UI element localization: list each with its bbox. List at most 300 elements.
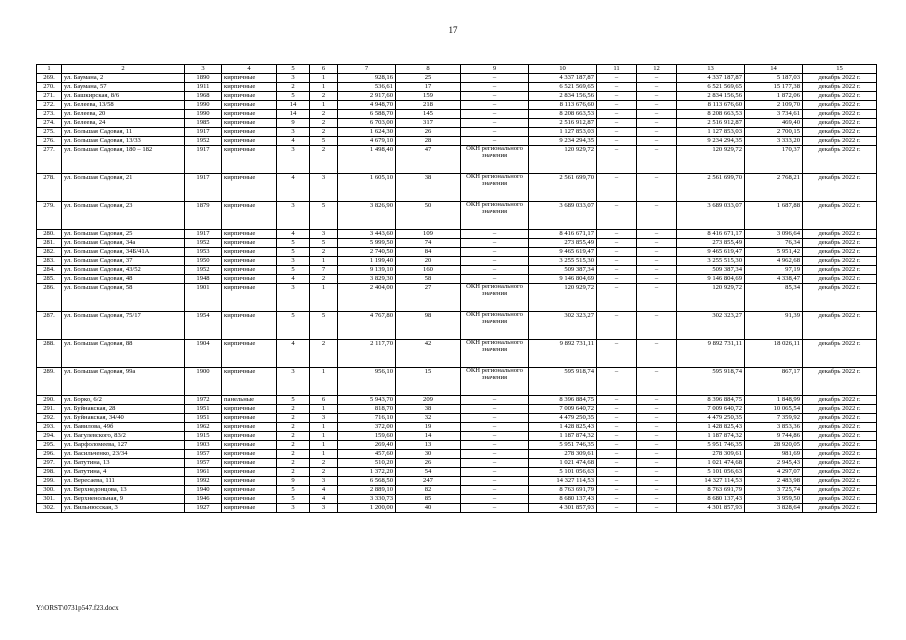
table-cell: 5: [277, 396, 310, 405]
table-cell: –: [637, 101, 677, 110]
table-cell: 4 338,47: [745, 275, 803, 284]
table-cell: 2 740,50: [338, 248, 396, 257]
table-cell: декабрь 2022 г.: [803, 405, 877, 414]
table-cell: 9 465 619,47: [529, 248, 597, 257]
table-cell: 1948: [185, 275, 222, 284]
table-cell: ул. Большая Садовая, 21: [62, 174, 185, 202]
table-cell: декабрь 2022 г.: [803, 174, 877, 202]
table-cell: 5 951,42: [745, 248, 803, 257]
table-cell: –: [637, 477, 677, 486]
table-cell: 4: [277, 137, 310, 146]
table-cell: –: [461, 459, 529, 468]
table-cell: 510,20: [338, 459, 396, 468]
table-cell: 285.: [37, 275, 62, 284]
table-cell: 5: [277, 248, 310, 257]
table-cell: ОКН регионального значения: [461, 340, 529, 368]
table-cell: кирпичные: [222, 486, 277, 495]
table-row: [37, 202, 877, 230]
table-cell: 509 387,34: [677, 266, 745, 275]
table-cell: 275.: [37, 128, 62, 137]
table-cell: 26: [396, 459, 461, 468]
page-number: 17: [448, 25, 458, 35]
table-row: [37, 396, 877, 405]
table-cell: декабрь 2022 г.: [803, 119, 877, 128]
table-cell: –: [637, 174, 677, 202]
table-cell: 1952: [185, 266, 222, 275]
table-cell: 76,34: [745, 239, 803, 248]
table-cell: 42: [396, 340, 461, 368]
table-cell: 297.: [37, 459, 62, 468]
table-cell: 5 101 056,63: [677, 468, 745, 477]
table-cell: 5 951 746,35: [677, 441, 745, 450]
table-cell: ул. Большая Садовая, 34а: [62, 239, 185, 248]
table-row: [37, 432, 877, 441]
table-cell: –: [637, 486, 677, 495]
table-cell: –: [597, 368, 637, 396]
column-header: 10: [529, 65, 597, 74]
table-cell: 278 309,61: [529, 450, 597, 459]
table-cell: 716,10: [338, 414, 396, 423]
column-header: 14: [745, 65, 803, 74]
table-cell: ул. Верхненольная, 9: [62, 495, 185, 504]
table-cell: ул. Большая Садовая, 43/52: [62, 266, 185, 275]
table-cell: –: [597, 239, 637, 248]
table-cell: 9 146 804,69: [529, 275, 597, 284]
table-cell: 2: [277, 468, 310, 477]
table-cell: 160: [396, 266, 461, 275]
table-cell: 2 109,70: [745, 101, 803, 110]
table-cell: –: [461, 119, 529, 128]
table-cell: кирпичные: [222, 477, 277, 486]
table-cell: кирпичные: [222, 423, 277, 432]
table-cell: ул. Баумана, 2: [62, 74, 185, 83]
table-cell: 1 021 474,68: [677, 459, 745, 468]
table-cell: кирпичные: [222, 239, 277, 248]
table-cell: –: [637, 423, 677, 432]
table-cell: 2: [310, 275, 338, 284]
table-cell: ул. Буйнакская, 34/40: [62, 414, 185, 423]
table-cell: –: [597, 110, 637, 119]
table-cell: 2: [310, 248, 338, 257]
table-row: [37, 486, 877, 495]
column-header: 1: [37, 65, 62, 74]
table-cell: –: [461, 423, 529, 432]
table-cell: 4: [310, 486, 338, 495]
table-cell: 272.: [37, 101, 62, 110]
table-cell: 9 744,86: [745, 432, 803, 441]
table-cell: –: [461, 83, 529, 92]
table-cell: –: [637, 257, 677, 266]
table-cell: 1992: [185, 477, 222, 486]
table-cell: 284.: [37, 266, 62, 275]
table-cell: 2: [310, 119, 338, 128]
table-cell: –: [637, 83, 677, 92]
table-row: [37, 275, 877, 284]
table-cell: –: [597, 495, 637, 504]
table-cell: 6: [310, 396, 338, 405]
table-cell: 292.: [37, 414, 62, 423]
table-cell: 1927: [185, 504, 222, 513]
table-cell: 97,19: [745, 266, 803, 275]
table-cell: 3 330,73: [338, 495, 396, 504]
table-cell: ул. Большая Садовая, 88: [62, 340, 185, 368]
table-cell: –: [637, 284, 677, 312]
table-cell: 38: [396, 405, 461, 414]
table-cell: –: [461, 248, 529, 257]
table-cell: –: [597, 340, 637, 368]
table-cell: 74: [396, 239, 461, 248]
table-cell: 8 680 137,43: [677, 495, 745, 504]
table-cell: 170,37: [745, 146, 803, 174]
table-cell: 25: [396, 74, 461, 83]
table-cell: 278 309,61: [677, 450, 745, 459]
table-cell: 4 679,10: [338, 137, 396, 146]
table-cell: кирпичные: [222, 110, 277, 119]
table-cell: декабрь 2022 г.: [803, 441, 877, 450]
table-cell: 50: [396, 202, 461, 230]
table-row: [37, 119, 877, 128]
table-cell: кирпичные: [222, 432, 277, 441]
table-cell: 1917: [185, 128, 222, 137]
table-cell: 1: [310, 405, 338, 414]
table-cell: кирпичные: [222, 266, 277, 275]
table-cell: 2 483,98: [745, 477, 803, 486]
table-cell: 273.: [37, 110, 62, 119]
table-cell: 2 561 699,70: [529, 174, 597, 202]
table-cell: 8 396 884,75: [529, 396, 597, 405]
table-cell: 1: [310, 432, 338, 441]
table-cell: 4 337 187,87: [529, 74, 597, 83]
table-cell: 3 255 515,30: [529, 257, 597, 266]
table-cell: 1990: [185, 110, 222, 119]
table-row: [37, 441, 877, 450]
table-cell: ул. Большая Садовая, 99а: [62, 368, 185, 396]
table-cell: 2: [310, 459, 338, 468]
table-cell: 3: [277, 202, 310, 230]
table-cell: –: [597, 312, 637, 340]
table-cell: 1 187 874,32: [529, 432, 597, 441]
header-row: [37, 65, 877, 74]
column-header: 2: [62, 65, 185, 74]
table-cell: 2: [277, 83, 310, 92]
table-cell: 2 117,70: [338, 340, 396, 368]
table-row: [37, 174, 877, 202]
table-cell: –: [597, 92, 637, 101]
table-cell: –: [637, 146, 677, 174]
table-cell: 1 428 825,43: [529, 423, 597, 432]
table-cell: 19: [396, 423, 461, 432]
table-cell: 14 327 114,53: [529, 477, 597, 486]
table-row: [37, 468, 877, 477]
table-cell: 1915: [185, 432, 222, 441]
table-cell: 18 026,11: [745, 340, 803, 368]
table-cell: 5: [277, 312, 310, 340]
table-cell: ул. Белеева, 13/58: [62, 101, 185, 110]
table-cell: 298.: [37, 468, 62, 477]
table-cell: кирпичные: [222, 119, 277, 128]
table-row: [37, 459, 877, 468]
table-cell: –: [637, 275, 677, 284]
table-cell: –: [637, 414, 677, 423]
table-cell: 1901: [185, 284, 222, 312]
column-header: 12: [637, 65, 677, 74]
table-cell: 2: [310, 340, 338, 368]
table-cell: 3: [310, 414, 338, 423]
table-cell: –: [461, 468, 529, 477]
table-cell: 317: [396, 119, 461, 128]
table-cell: 291.: [37, 405, 62, 414]
table-cell: –: [597, 423, 637, 432]
table-row: [37, 146, 877, 174]
table-cell: 8 416 671,17: [529, 230, 597, 239]
table-cell: –: [461, 275, 529, 284]
table-cell: 4: [277, 230, 310, 239]
table-cell: 1 127 853,03: [677, 128, 745, 137]
table-cell: 1946: [185, 495, 222, 504]
table-cell: 3 443,60: [338, 230, 396, 239]
table-cell: кирпичные: [222, 414, 277, 423]
table-cell: ул. Буйнакская, 28: [62, 405, 185, 414]
table-cell: ул. Ватутина, 13: [62, 459, 185, 468]
table-cell: –: [597, 396, 637, 405]
table-cell: 109: [396, 230, 461, 239]
table-cell: –: [637, 432, 677, 441]
table-cell: 3 689 033,07: [677, 202, 745, 230]
table-cell: кирпичные: [222, 202, 277, 230]
table-cell: ул. Вильнюсская, 3: [62, 504, 185, 513]
table-cell: 1 127 853,03: [529, 128, 597, 137]
table-cell: –: [637, 128, 677, 137]
table-cell: –: [597, 74, 637, 83]
column-header: 8: [396, 65, 461, 74]
table-cell: декабрь 2022 г.: [803, 423, 877, 432]
table-cell: 2: [310, 128, 338, 137]
table-cell: 296.: [37, 450, 62, 459]
table-cell: 1985: [185, 119, 222, 128]
table-cell: 3: [277, 257, 310, 266]
column-header: 4: [222, 65, 277, 74]
table-cell: 867,17: [745, 368, 803, 396]
table-cell: декабрь 2022 г.: [803, 284, 877, 312]
table-cell: 3 829,30: [338, 275, 396, 284]
table-cell: 286.: [37, 284, 62, 312]
table-cell: 28 920,05: [745, 441, 803, 450]
table-cell: 2 404,00: [338, 284, 396, 312]
table-cell: 218: [396, 101, 461, 110]
table-cell: 1952: [185, 239, 222, 248]
table-cell: 9: [277, 477, 310, 486]
table-cell: 3: [310, 504, 338, 513]
table-cell: 280.: [37, 230, 62, 239]
table-cell: 54: [396, 468, 461, 477]
table-cell: –: [637, 92, 677, 101]
table-cell: 3: [310, 174, 338, 202]
table-cell: 1951: [185, 405, 222, 414]
table-cell: 17: [396, 83, 461, 92]
table-cell: 1 848,99: [745, 396, 803, 405]
table-cell: –: [461, 486, 529, 495]
table-cell: кирпичные: [222, 495, 277, 504]
table-cell: 4 479 250,35: [677, 414, 745, 423]
table-cell: –: [637, 396, 677, 405]
table-cell: 5: [310, 312, 338, 340]
table-cell: 2 768,21: [745, 174, 803, 202]
table-cell: 120 929,72: [677, 284, 745, 312]
column-header: 15: [803, 65, 877, 74]
table-cell: 5: [277, 486, 310, 495]
table-cell: –: [597, 284, 637, 312]
table-cell: 1: [310, 423, 338, 432]
table-cell: 290.: [37, 396, 62, 405]
table-cell: 509 387,34: [529, 266, 597, 275]
table-cell: 1940: [185, 486, 222, 495]
table-cell: 281.: [37, 239, 62, 248]
table-cell: 26: [396, 128, 461, 137]
table-cell: ул. Вересаева, 111: [62, 477, 185, 486]
table-cell: 2: [277, 450, 310, 459]
column-header: 5: [277, 65, 310, 74]
table-cell: 3 689 033,07: [529, 202, 597, 230]
table-cell: 3: [277, 146, 310, 174]
table-cell: декабрь 2022 г.: [803, 486, 877, 495]
table-row: [37, 128, 877, 137]
table-cell: 38: [396, 174, 461, 202]
table-cell: 3: [277, 128, 310, 137]
table-cell: 3 959,50: [745, 495, 803, 504]
table-cell: декабрь 2022 г.: [803, 137, 877, 146]
table-cell: –: [637, 495, 677, 504]
table-cell: 274.: [37, 119, 62, 128]
table-cell: декабрь 2022 г.: [803, 202, 877, 230]
table-cell: ул. Большая Садовая, 34Б/41А: [62, 248, 185, 257]
table-cell: 8 396 884,75: [677, 396, 745, 405]
table-cell: декабрь 2022 г.: [803, 110, 877, 119]
table-cell: кирпичные: [222, 405, 277, 414]
table-cell: 595 918,74: [529, 368, 597, 396]
table-cell: кирпичные: [222, 146, 277, 174]
table-cell: кирпичные: [222, 459, 277, 468]
table-cell: 2 516 912,87: [529, 119, 597, 128]
table-cell: 2: [277, 459, 310, 468]
table-cell: 15: [396, 368, 461, 396]
table-cell: –: [461, 266, 529, 275]
table-cell: 1962: [185, 423, 222, 432]
table-cell: –: [637, 202, 677, 230]
table-cell: –: [637, 405, 677, 414]
table-cell: 7 009 640,72: [677, 405, 745, 414]
table-cell: –: [461, 477, 529, 486]
table-cell: 818,70: [338, 405, 396, 414]
table-cell: –: [461, 92, 529, 101]
table-cell: ОКН регионального значения: [461, 368, 529, 396]
table-cell: 2: [277, 441, 310, 450]
table-cell: –: [637, 340, 677, 368]
table-cell: кирпичные: [222, 174, 277, 202]
table-cell: –: [637, 239, 677, 248]
table-cell: 15 177,38: [745, 83, 803, 92]
table-cell: 3: [277, 284, 310, 312]
table-cell: ул. Большая Садовая, 11: [62, 128, 185, 137]
table-cell: –: [597, 405, 637, 414]
table-cell: 2 561 699,70: [677, 174, 745, 202]
table-cell: 8 113 676,60: [529, 101, 597, 110]
table-cell: 4: [310, 495, 338, 504]
table-cell: –: [637, 110, 677, 119]
table-cell: 13: [396, 441, 461, 450]
table-cell: декабрь 2022 г.: [803, 128, 877, 137]
table-cell: –: [461, 432, 529, 441]
table-cell: –: [637, 248, 677, 257]
table-cell: 277.: [37, 146, 62, 174]
table-cell: ул. Большая Садовая, 48: [62, 275, 185, 284]
table-cell: 2 834 156,56: [529, 92, 597, 101]
table-cell: –: [597, 174, 637, 202]
table-cell: 4: [277, 174, 310, 202]
table-cell: 1954: [185, 312, 222, 340]
table-cell: 32: [396, 414, 461, 423]
table-cell: –: [461, 495, 529, 504]
table-cell: декабрь 2022 г.: [803, 396, 877, 405]
column-header: 9: [461, 65, 529, 74]
table-cell: 293.: [37, 423, 62, 432]
table-row: [37, 101, 877, 110]
table-cell: 2 889,10: [338, 486, 396, 495]
table-cell: –: [597, 266, 637, 275]
table-cell: 1: [310, 101, 338, 110]
table-cell: 1903: [185, 441, 222, 450]
table-cell: 7 009 640,72: [529, 405, 597, 414]
table-cell: 159,60: [338, 432, 396, 441]
table-cell: 8 208 663,53: [529, 110, 597, 119]
table-cell: 1 187 874,32: [677, 432, 745, 441]
table-cell: 91,39: [745, 312, 803, 340]
table-cell: 1952: [185, 137, 222, 146]
table-cell: декабрь 2022 г.: [803, 495, 877, 504]
table-cell: 3: [310, 230, 338, 239]
table-cell: кирпичные: [222, 468, 277, 477]
table-cell: –: [461, 450, 529, 459]
table-cell: –: [461, 128, 529, 137]
table-cell: –: [637, 468, 677, 477]
table-cell: –: [597, 504, 637, 513]
table-cell: ул. Белеева, 24: [62, 119, 185, 128]
table-row: [37, 414, 877, 423]
table-cell: 302 323,27: [529, 312, 597, 340]
table-cell: 145: [396, 110, 461, 119]
table-cell: кирпичные: [222, 137, 277, 146]
table-cell: 3: [310, 477, 338, 486]
table-row: [37, 83, 877, 92]
table-cell: кирпичные: [222, 504, 277, 513]
table-cell: ул. Варфоломеева, 127: [62, 441, 185, 450]
table-cell: декабрь 2022 г.: [803, 230, 877, 239]
column-header: 7: [338, 65, 396, 74]
table-cell: –: [461, 137, 529, 146]
table-cell: 120 929,72: [529, 146, 597, 174]
table-cell: 2: [277, 432, 310, 441]
table-cell: 1 687,88: [745, 202, 803, 230]
table-cell: 8 113 676,60: [677, 101, 745, 110]
table-cell: 5: [310, 202, 338, 230]
table-cell: –: [461, 504, 529, 513]
table-cell: –: [597, 83, 637, 92]
table-cell: –: [597, 477, 637, 486]
table-cell: ОКН регионального значения: [461, 312, 529, 340]
table-cell: 5: [277, 239, 310, 248]
table-cell: ул. Васильченко, 23/34: [62, 450, 185, 459]
table-cell: 85: [396, 495, 461, 504]
table-cell: –: [597, 486, 637, 495]
